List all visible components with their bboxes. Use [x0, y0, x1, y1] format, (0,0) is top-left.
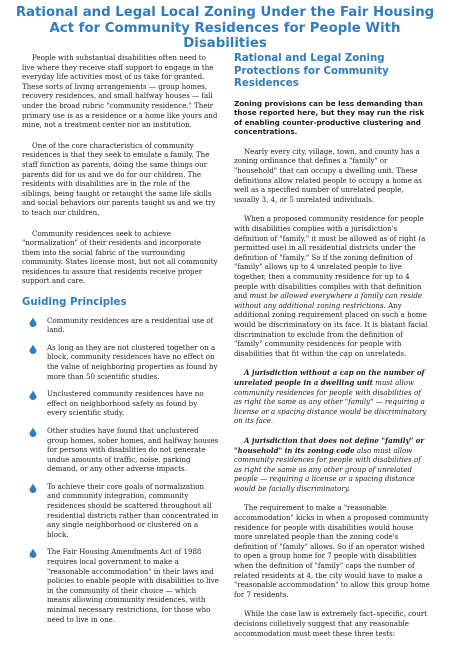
zoning-subhead: Zoning provisions can be less demanding than those reported here, but they may run the risk of enabling counter-productive clustering and concentrations.: [234, 98, 425, 137]
principle-text: Other studies have found that unclustered group homes, sober homes, and halfway houses for persons with disabilities do not generate undue amounts of traffic, noise, parking demand, or any other adverse impacts.: [47, 425, 219, 474]
water-drop-icon: [29, 548, 37, 558]
water-drop-icon: [29, 390, 37, 400]
as-of-right-lead: When a proposed community residence for people with disabilities complies with a jurisdiction's definition of "family," it must be allowed as of right (a permitted use) in all residential districts under the definition of "family." So if the zoning definition of "family" allows up to 4 unrelated people to live together, then a community residence for up to 4 people with disabilities complies with that definition and: [234, 214, 426, 301]
principle-item: [22, 547, 219, 624]
family-paragraph: One of the core characteristics of community residences is that they seek to emulate a family. The staff function as parents, doing the same things our parents did for us and we do for our children. The residents with disabilities are in the role of the siblings, being taught or retaught the same life skills and social behaviors our parents taught us and we try to teach our children.: [22, 140, 216, 217]
no-cap-paragraph: [234, 368, 430, 426]
right-column: [234, 53, 430, 648]
no-cap-rest: must allow community residences for people with disabilities of as right the same as any other "family" — requiring a license or a spacing distance would be discriminatory on its face.: [234, 377, 427, 426]
as-of-right-paragraph: [234, 214, 430, 358]
left-column: [22, 53, 219, 632]
no-cap-lead: A jurisdiction without a cap on the number of unrelated people in a dwelling unit: [234, 368, 425, 387]
guiding-principles-list: [22, 316, 219, 625]
principle-item: [22, 316, 219, 335]
water-drop-icon: [29, 427, 37, 437]
water-drop-icon: [29, 317, 37, 327]
principle-text: To achieve their core goals of normalization and community integration, community residences should be scattered throughout all residential districts rather than concentrated in any single neighborhood or clustered on a block.: [47, 481, 219, 539]
principle-item: [22, 343, 219, 381]
no-definition-rest: also must allow community residences for people with disabilities of as right the same as any other group of unrelated people — requiring a license or a spacing distance would be facially discriminatory.: [234, 445, 421, 493]
page-title: Rational and Legal Local Zoning Under the Fair Housing Act for Community Residences for People With Disabilities: [15, 5, 435, 51]
family-definition-paragraph: Nearly every city, village, town, and county has a zoning ordinance that defines a "family" or "household" that can occupy a dwelling unit. These definitions allow related people to occupy a home as well as a specified number of unrelated people, usually 3, 4, or 5 unrelated individuals.: [234, 146, 422, 204]
normalization-paragraph: Community residences seek to achieve "normalization" of their residents and incorporate them into the social fabric of the surrounding community. States license most, but not all community residences to assure that residents receive proper support and care.: [22, 228, 218, 286]
principle-text: The Fair Housing Amendments Act of 1988 requires local government to make a "reasonable accommodation" in their laws and policies to enable people with disabilities to live in the community of their choice — which means allowing community residences, with minimal necessary restrictions, for those who need to live in one.: [47, 547, 219, 624]
principle-text: Community residences are a residential use of land.: [47, 315, 214, 335]
intro-paragraph: People with substantial disabilities often need to live where they receive staff support to engage in the everyday life activities most of us take for granted. These sorts of living arrangements — group homes, recovery residences, and small halfway houses — fall under the broad rubric "community residence." Their primary use is as a residence or a home like yours and mine, not a treatment center nor an institution.: [22, 53, 218, 130]
reasonable-accommodation-paragraph: The requirement to make a "reasonable accommodation" kicks in when a proposed community residence for people with disabilities would house more unrelated people than the zoning code's definition of "family" allows. So if an operator wished to open a group home for 7 people with disabilities when the definition of "family" caps the number of related residents at 4, the city would have to make a "reasonable accommodation" to allow this group home for 7 residents.: [234, 503, 430, 599]
guiding-principles-heading: Guiding Principles: [22, 297, 127, 309]
no-definition-lead: A jurisdiction that does not define "family" or "household" in its zoning code: [234, 435, 425, 455]
principle-item: [22, 482, 219, 540]
principle-item: [22, 389, 219, 418]
as-of-right-tail: Any additional zoning requirement placed on such a home would be discriminatory on its face. It is blatant facial discrimination to exclude from the definition of "family" community residences for people with disabilities that fit within the cap on unrelateds.: [234, 300, 428, 358]
principle-item: [22, 426, 219, 474]
principle-text: As long as they are not clustered together on a block, community residences have no effect on the value of neighboring properties as found by more than 50 scientific studies.: [47, 342, 218, 381]
water-drop-icon: [29, 344, 37, 354]
three-tests-paragraph: While the case law is extremely fact–specific, court decisions colletively suggest that any reasonable accommodation must meet these three tests:: [234, 609, 427, 638]
water-drop-icon: [29, 483, 37, 493]
as-of-right-emphasis: must be allowed everywhere a family can reside without any additional zoning restrictions.: [234, 291, 423, 310]
no-definition-paragraph: [234, 436, 430, 494]
principle-text: Unclustered community residences have no effect on neighborhood safety as found by every scientific study.: [47, 389, 204, 418]
zoning-protections-heading: Rational and Legal Zoning Protections for Community Residences: [234, 53, 389, 89]
